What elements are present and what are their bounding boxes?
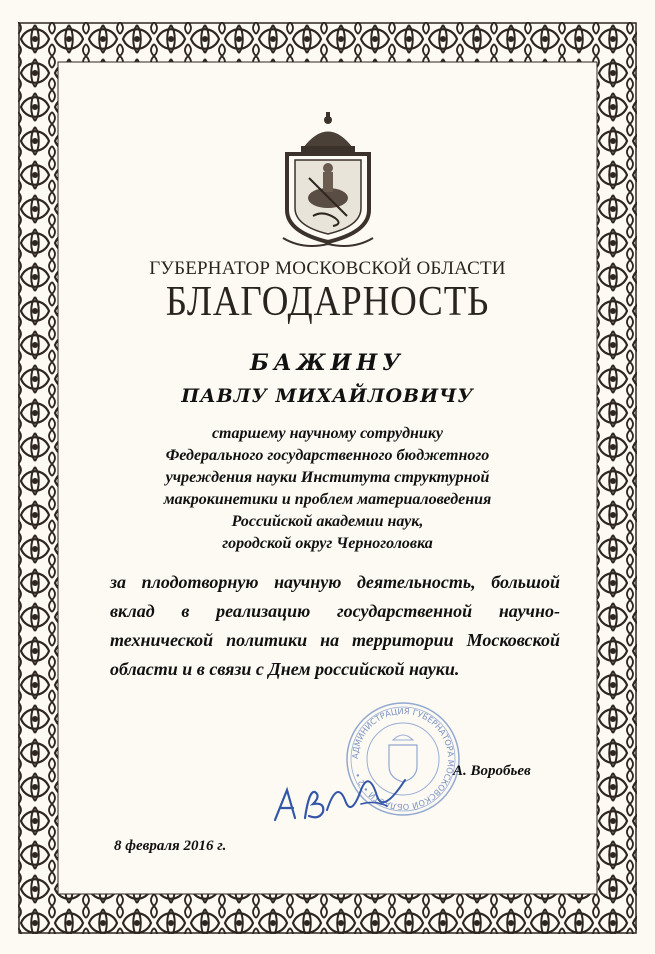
position-line: Российской академии наук, [231,513,424,530]
document-date: 8 февраля 2016 г. [114,838,227,854]
recipient-surname: БАЖИНУ [249,350,405,376]
recipient-name: ПАВЛУ МИХАЙЛОВИЧУ [181,385,474,407]
gratitude-reason: за плодотворную научную деятельность, большой вклад в реализацию государственной научно-технической политики на территории Московской области и в связи с Днем российской науки. [110,572,560,679]
position-line: старшему научному сотруднику [211,425,444,442]
position-line: городской округ Черноголовка [222,535,433,552]
document-title: БЛАГОДАРНОСТЬ [165,279,490,325]
issuer-heading: ГУБЕРНАТОР МОСКОВСКОЙ ОБЛАСТИ [149,258,506,279]
position-line: учреждения науки Института структурной [165,469,490,486]
certificate-content [60,60,595,900]
signer-name: А. Воробьев [453,763,531,779]
position-line: макрокинетики и проблем материаловедения [163,491,492,508]
recipient-position [60,423,595,555]
position-line: Федерального государственного бюджетного [165,447,490,464]
stamp-text: АДМИНИСТРАЦИЯ ГУБЕРНАТОРА МОСКОВСКОЙ ОБЛАСТИ • 2 • [349,705,457,813]
handwritten-signature [265,760,415,840]
